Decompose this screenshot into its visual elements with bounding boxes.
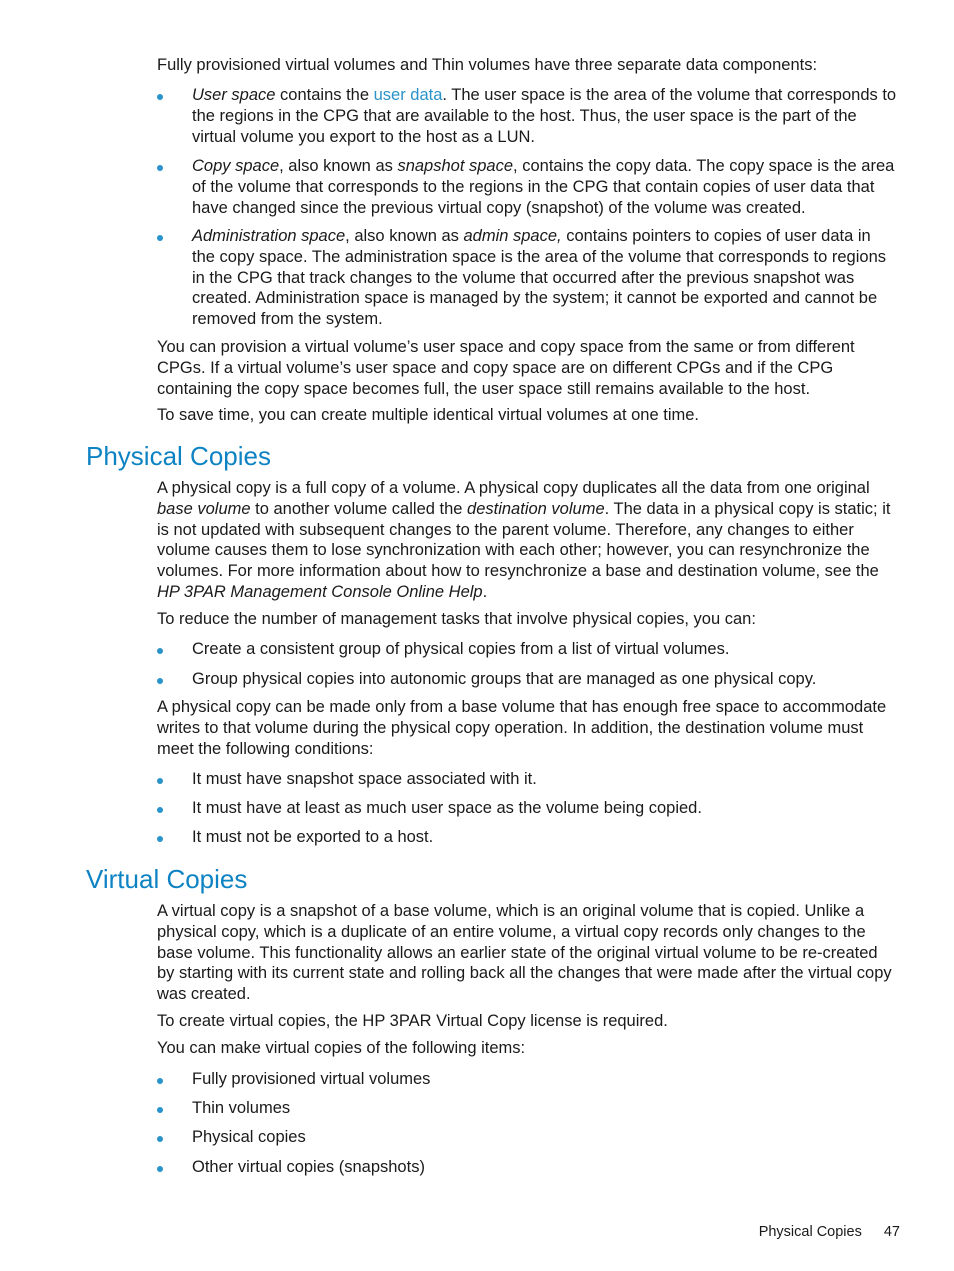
list-item: Group physical copies into autonomic groups that are managed as one physical copy.	[192, 670, 817, 688]
text: .	[482, 582, 488, 601]
list-item-admin-space	[192, 226, 898, 330]
term: base volume	[157, 499, 251, 518]
text: , contains the copy data. The copy space is the area of the volume that corresponds to the regions in the CPG that contain copies of user data that have changed since the previous virtual copy (snapshot) of the volume was created.	[192, 157, 895, 217]
conditions-paragraph: A physical copy can be made only from a base volume that has enough free space to accommodate writes to that volume during the physical copy operation. In addition, the destination volume must meet the following conditions:	[157, 698, 887, 758]
list-item: It must not be exported to a host.	[192, 828, 434, 846]
text: , also known as	[279, 157, 398, 175]
physical-copy-paragraph	[157, 478, 897, 603]
list-item: Fully provisioned virtual volumes	[192, 1070, 431, 1088]
provision-paragraph: You can provision a virtual volume’s user space and copy space from the same or from different CPGs. If a virtual volume’s user space and copy space are on different CPGs and if the CPG containing the copy space becomes full, the user space still remains available to the host.	[157, 338, 855, 398]
section-heading-virtual-copies: Virtual Copies	[86, 864, 248, 894]
text: contains pointers to copies of user data in the copy space. The administration space is the area of the volume that corresponds to regions in the CPG that track changes to the volume that occurred after the previous snapshot was created. Administration space is managed by the system; it cannot be exported and cannot be removed from the system.	[192, 227, 887, 329]
term: Copy space	[192, 157, 280, 175]
license-paragraph: To create virtual copies, the HP 3PAR Virtual Copy license is required.	[157, 1012, 668, 1030]
bullet-icon	[157, 778, 163, 784]
reduce-tasks-paragraph: To reduce the number of management tasks that involve physical copies, you can:	[157, 610, 756, 628]
list-item-user-space	[192, 85, 898, 147]
save-time-paragraph: To save time, you can create multiple identical virtual volumes at one time.	[157, 406, 700, 424]
text: . The user space is the area of the volume that corresponds to the regions in the CPG that are available to the host. Thus, the user space is the part of the virtual volume you export to the host as a LUN.	[192, 86, 897, 146]
intro-paragraph: Fully provisioned virtual volumes and Thin volumes have three separate data components:	[157, 56, 818, 74]
list-item-copy-space	[192, 156, 898, 218]
text: . The data in a physical copy is static; it is not updated with subsequent changes to the parent volume. Therefore, any changes to either volume causes them to lose synchronization with each other; however, you can resynchronize the volumes. For more information about how to resynchronize a base and destination volume, see the	[157, 499, 891, 581]
bullet-icon	[157, 165, 163, 171]
list-item: Create a consistent group of physical copies from a list of virtual volumes.	[192, 640, 730, 658]
list-item: Physical copies	[192, 1128, 306, 1146]
items-paragraph: You can make virtual copies of the following items:	[157, 1039, 526, 1057]
term: Administration space	[192, 227, 346, 245]
text: contains the	[275, 86, 374, 104]
virtual-copy-paragraph: A virtual copy is a snapshot of a base volume, which is an original volume that is copied. Unlike a physical copy, which is a duplicate of an entire volume, a virtual copy records only changes to the base volume. This functionality allows an earlier state of the original virtual volume to be re-created by starting with its current state and rolling back all the changes that were made after the virtual copy was created.	[157, 902, 892, 1004]
page-number: 47	[883, 1224, 900, 1240]
bullet-icon	[157, 1078, 163, 1084]
section-heading-physical-copies: Physical Copies	[86, 441, 271, 471]
bullet-icon	[157, 1107, 163, 1113]
bullet-icon	[157, 1136, 163, 1142]
list-item: Thin volumes	[192, 1099, 291, 1117]
text: A physical copy is a full copy of a volume. A physical copy duplicates all the data from one original	[157, 479, 870, 497]
term: snapshot space	[397, 157, 514, 175]
term: User space	[192, 86, 276, 104]
bullet-icon	[157, 648, 163, 654]
bullet-icon	[157, 807, 163, 813]
list-item: Other virtual copies (snapshots)	[192, 1158, 425, 1176]
term: admin space,	[463, 227, 562, 245]
list-item: It must have at least as much user space as the volume being copied.	[192, 799, 702, 817]
list-item: It must have snapshot space associated with it.	[192, 770, 537, 788]
bullet-icon	[157, 1166, 163, 1172]
text: , also known as	[345, 227, 464, 245]
bullet-icon	[157, 235, 163, 241]
bullet-icon	[157, 678, 163, 684]
footer-section-title: Physical Copies	[758, 1224, 862, 1240]
bullet-icon	[157, 836, 163, 842]
text: to another volume called the	[250, 499, 468, 518]
term: destination volume	[467, 499, 605, 518]
bullet-icon	[157, 94, 163, 100]
term: HP 3PAR Management Console Online Help	[157, 582, 483, 601]
user-data-link[interactable]: user data	[373, 86, 443, 104]
page-footer	[740, 1223, 900, 1241]
